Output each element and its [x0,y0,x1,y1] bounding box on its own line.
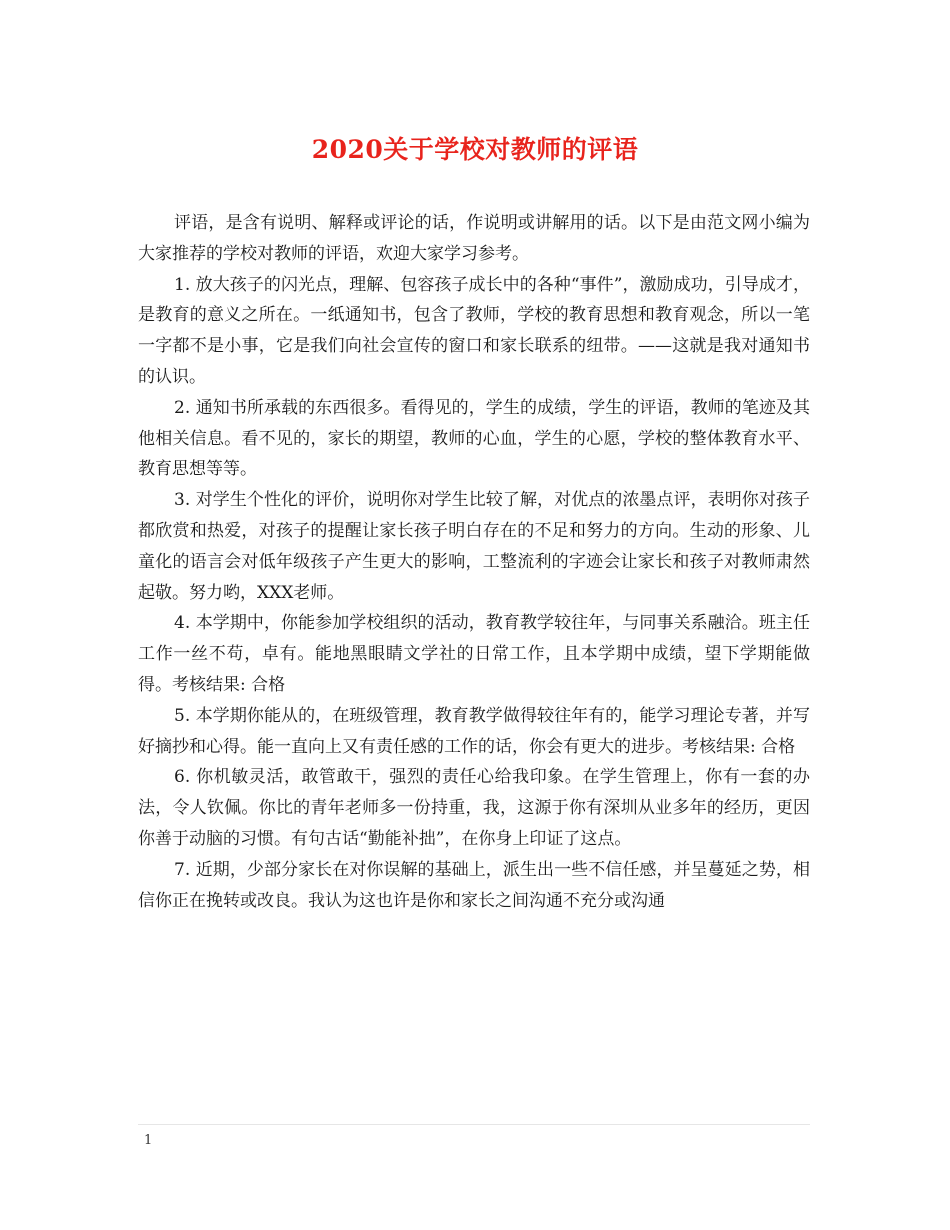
comment-paragraph-5: 5. 本学期你能从的，在班级管理，教育教学做得较往年有的，能学习理论专著，并写好摘抄和心得。能一直向上又有责任感的工作的话，你会有更大的进步。考核结果: 合格 [138,705,810,757]
document-body [138,208,810,916]
comment-paragraph-1: 1. 放大孩子的闪光点，理解、包容孩子成长中的各种“事件”，激励成功，引导成才，是教育的意义之所在。一纸通知书，包含了教师，学校的教育思想和教育观念，所以一笔一字都不是小事，它是我们向社会宣传的窗口和家长联系的纽带。——这就是我对通知书的认识。 [138,274,810,387]
comment-paragraph-4: 4. 本学期中，你能参加学校组织的活动，教育教学较往年，与同事关系融洽。班主任工作一丝不苟，卓有。能地黑眼睛文学社的日常工作，且本学期中成绩，望下学期能做得。考核结果: 合格 [138,613,810,695]
comment-paragraph-7: 7. 近期，少部分家长在对你误解的基础上，派生出一些不信任感，并呈蔓延之势，相信你正在挽转或改良。我认为这也许是你和家长之间沟通不充分或沟通 [138,859,810,911]
comment-paragraph-2: 2. 通知书所承载的东西很多。看得见的，学生的成绩，学生的评语，教师的笔迹及其他相关信息。看不见的，家长的期望，教师的心血，学生的心愿，学校的整体教育水平、教育思想等等。 [138,397,810,480]
intro-paragraph: 评语，是含有说明、解释或评论的话，作说明或讲解用的话。以下是由范文网小编为大家推荐的学校对教师的评语，欢迎大家学习参考。 [138,213,810,264]
document-title: 2020关于学校对教师的评语 [311,135,639,164]
comment-paragraph-6: 6. 你机敏灵活，敢管敢干，强烈的责任心给我印象。在学生管理上，你有一套的办法，令人钦佩。你比的青年老师多一份持重，我，这源于你有深圳从业多年的经历，更因你善于动脑的习惯。有句古话“勤能补拙”，在你身上印证了这点。 [138,767,810,849]
comment-paragraph-3: 3. 对学生个性化的评价，说明你对学生比较了解，对优点的浓墨点评，表明你对孩子都欣赏和热爱，对孩子的提醒让家长孩子明白存在的不足和努力的方向。生动的形象、儿童化的语言会对低年级孩子产生更大的影响，工整流利的字迹会让家长和孩子对教师肃然起敬。努力哟，XXX老师。 [138,490,810,603]
page-number: 1 [144,1133,153,1148]
footer-divider [138,1124,810,1125]
